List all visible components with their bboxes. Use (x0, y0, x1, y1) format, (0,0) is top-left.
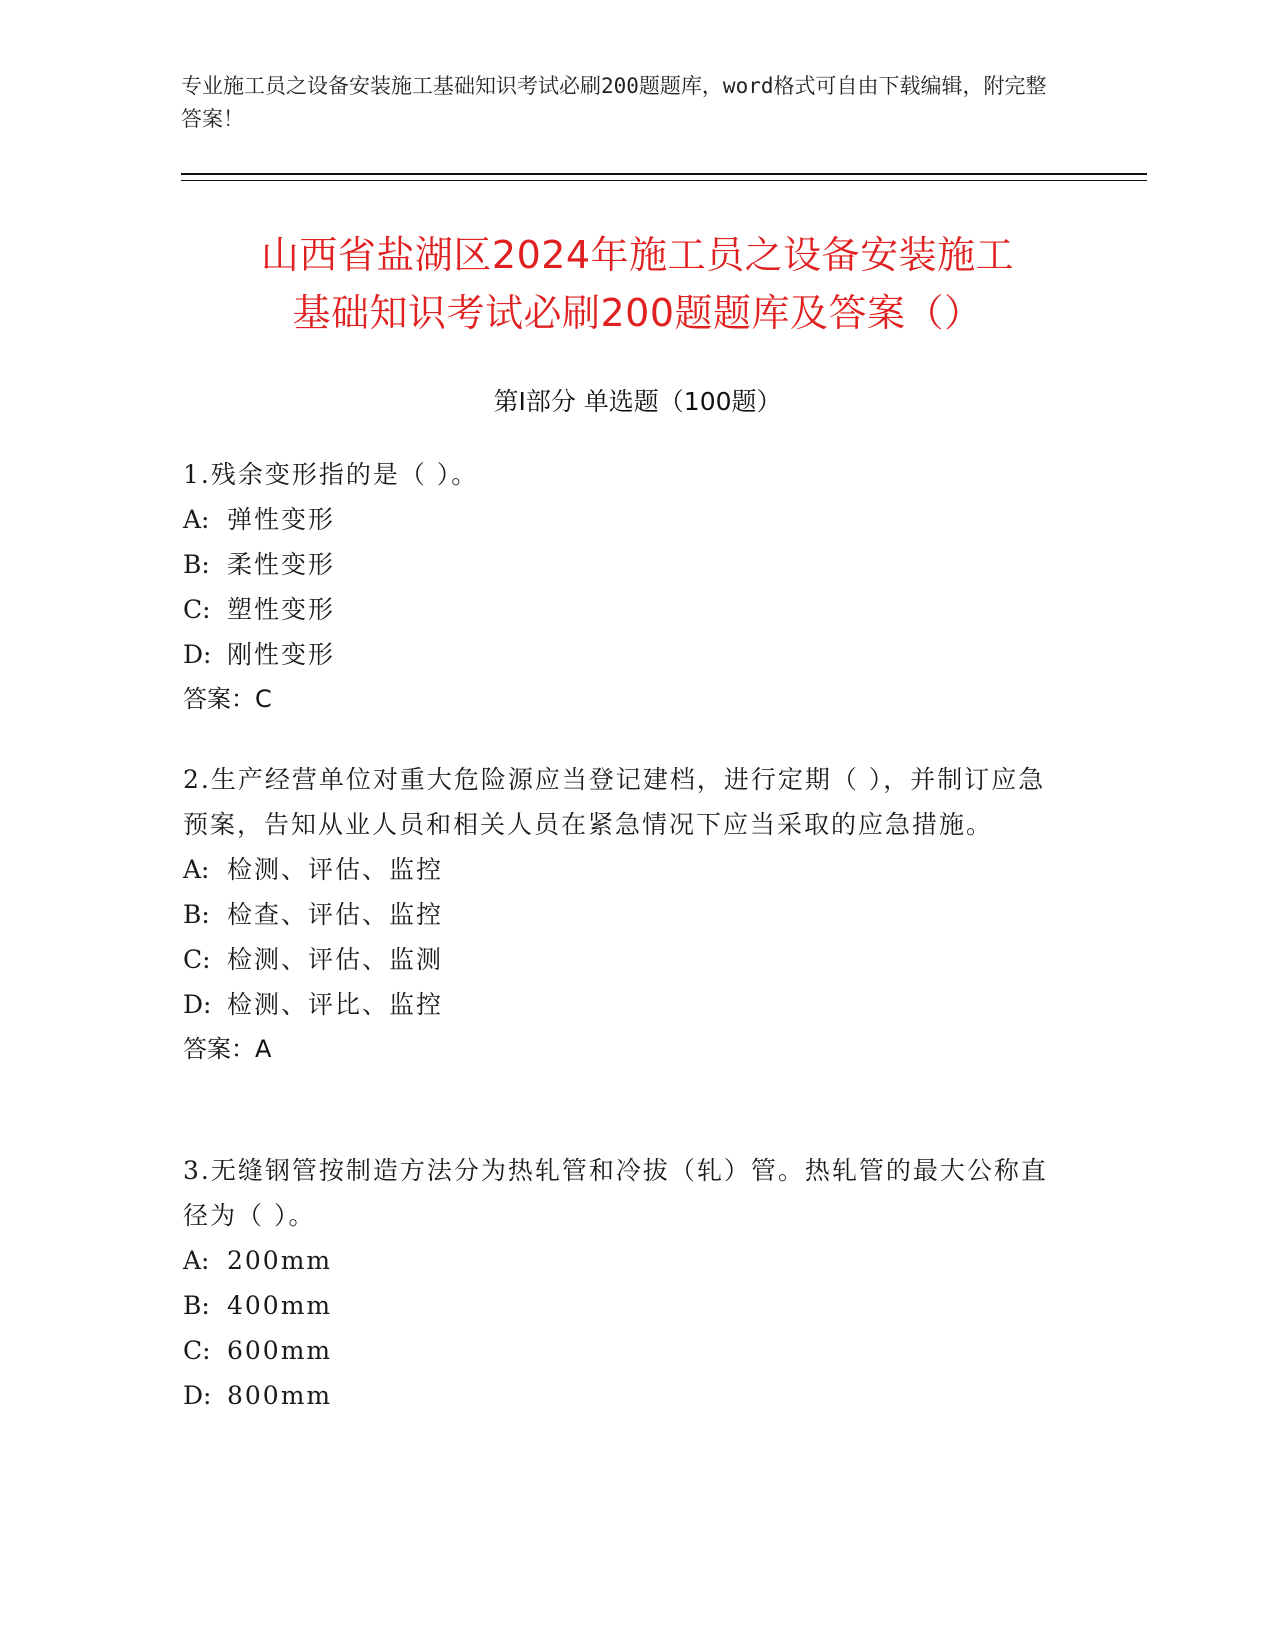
option-text: 400mm (227, 1291, 333, 1320)
answer: 答案：C (183, 685, 272, 713)
option-a (183, 847, 1063, 892)
option-d (183, 632, 1063, 677)
option-text: 检测、评估、监控 (227, 855, 444, 884)
question-2 (183, 757, 1063, 1072)
question-1 (183, 452, 1063, 722)
option-d (183, 1373, 1063, 1418)
option-text: 柔性变形 (227, 550, 336, 579)
option-a (183, 497, 1063, 542)
option-b (183, 892, 1063, 937)
option-d (183, 982, 1063, 1027)
option-text: 600mm (227, 1336, 333, 1365)
header-note: 专业施工员之设备安装施工基础知识考试必刷200题题库，word格式可自由下载编辑，附完整答案！ (181, 74, 1047, 131)
option-key: D: (183, 640, 212, 669)
option-key: A: (183, 1246, 210, 1275)
section-title: 第Ⅰ部分 单选题（100题） (493, 387, 782, 416)
option-c (183, 937, 1063, 982)
option-text: 刚性变形 (227, 640, 336, 669)
title-line-2: 基础知识考试必刷200题题库及答案（） (292, 291, 983, 335)
question-stem: 1.残余变形指的是（ ）。 (183, 460, 479, 489)
option-key: C: (183, 595, 211, 624)
option-key: B: (183, 1291, 210, 1320)
question-stem: 2.生产经营单位对重大危险源应当登记建档，进行定期（ ），并制订应急预案，告知从业人员和相关人员在紧急情况下应当采取的应急措施。 (183, 765, 1046, 839)
option-c (183, 587, 1063, 632)
question-stem: 3.无缝钢管按制造方法分为热轧管和冷拔（轧）管。热轧管的最大公称直径为（ ）。 (183, 1156, 1048, 1230)
option-text: 检查、评估、监控 (227, 900, 444, 929)
answer: 答案：A (183, 1035, 272, 1063)
option-text: 800mm (227, 1381, 333, 1410)
option-text: 弹性变形 (227, 505, 336, 534)
option-key: C: (183, 945, 211, 974)
option-key: B: (183, 900, 210, 929)
option-key: D: (183, 1381, 212, 1410)
option-b (183, 542, 1063, 587)
title-line-1: 山西省盐湖区2024年施工员之设备安装施工 (260, 233, 1015, 277)
option-key: A: (183, 505, 210, 534)
option-text: 检测、评估、监测 (227, 945, 444, 974)
option-text: 塑性变形 (227, 595, 336, 624)
option-text: 200mm (227, 1246, 333, 1275)
option-key: A: (183, 855, 210, 884)
option-a (183, 1238, 1063, 1283)
option-c (183, 1328, 1063, 1373)
option-key: D: (183, 990, 212, 1019)
option-key: C: (183, 1336, 211, 1365)
header-divider-thick (181, 173, 1147, 175)
header-divider-thin (181, 180, 1147, 181)
option-b (183, 1283, 1063, 1328)
option-text: 检测、评比、监控 (227, 990, 444, 1019)
question-3 (183, 1148, 1063, 1418)
option-key: B: (183, 550, 210, 579)
document-title (150, 226, 1125, 342)
